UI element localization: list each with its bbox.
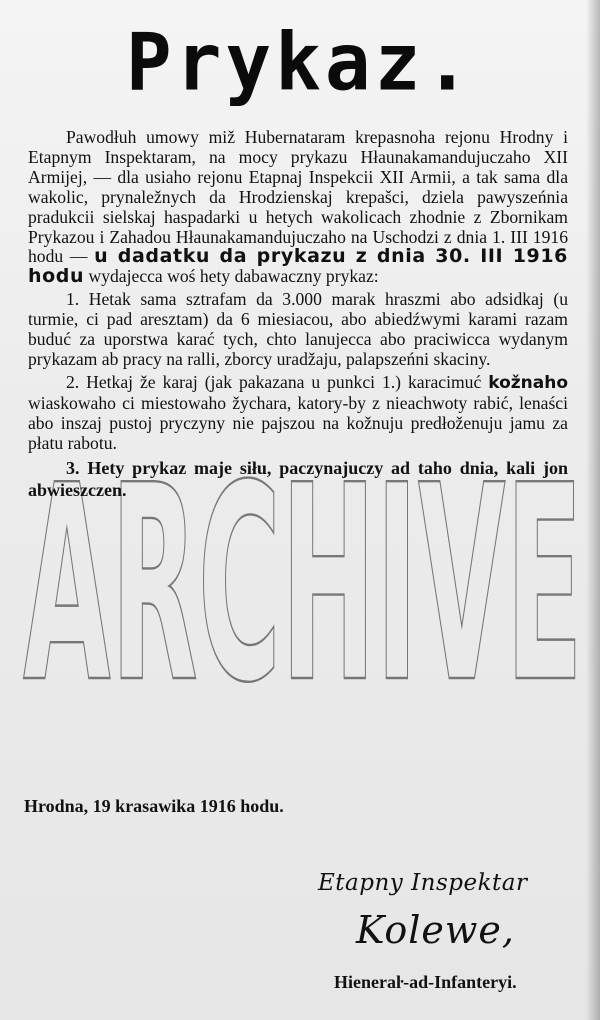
intro-bold-text: u dadatku da prykazu z dnia 30. III 1916 hodu (28, 245, 569, 288)
document-body (28, 128, 568, 501)
signature-name: Kolewe, (356, 908, 515, 952)
intro-paragraph (28, 128, 568, 287)
signature-rank: Hieneraŀ-ad-Infanteryi. (334, 972, 517, 992)
page-shadow-edge (586, 0, 600, 1020)
intro-text: Pawodłuh umowy miž Hubernataram krepasnoha rejonu Hrodny i Etapnym Inspektaram, na mocy prykazu Hłaunakamandujuczaho XII Armijej, — dla usiaho rejonu Etapnaj Inspekcii XII Armii, a tak sama dla wakolic, prynaležnych da Hrodzienskaj krepašci, dziela pawyszeńnia pradukcii sielskaj haspadarki u hetych wakolicach zhodnie z Zbornikam Prykazou i Zahadou Hłaunakamandujuczaho na Uschodzi z dnia 1. III 1916 hodu — (28, 127, 568, 267)
point-3-paragraph: 3. Hety prykaz maje siłu, paczynajuczy ad taho dnia, kali jon abwieszczen. (28, 457, 568, 500)
watermark-text: ARCHIVE (23, 427, 583, 698)
point-2-text-start: 2. Hetkaj že karaj (jak pakazana u punkci 1.) karacimuć (66, 371, 489, 392)
point-1-paragraph: 1. Hetak sama sztrafam da 3.000 marak hraszmi abo adsidkaj (u turmie, ci pad aresztam) da 6 miesiacou, abo abiedźwymi karami razam buduć za uporstwa karać tych, chto lanujecca abo praciwicca wydanym prykazam ab pracy na ralli, zborcy uradžaju, palapszeńni skaciny. (28, 289, 568, 369)
point-2-text-end: wiaskowaho ci miestowaho žychara, katory-by z nieachwoty rabić, lenaści abo inszaj pustoj pryczyny nie pajszou na kožnuju predłoženuju jamu za płatu rabotu. (28, 392, 568, 453)
point-2-bold-word: kožnaho (488, 372, 568, 393)
signature-role: Etapny Inspektar (318, 870, 528, 896)
place-and-date: Hrodna, 19 krasawika 1916 hodu. (24, 796, 284, 816)
intro-tail-text: wydajecca woś hety dabawaczny prykaz: (84, 266, 379, 287)
point-2-paragraph (28, 373, 568, 454)
document-title: Prykaz. (125, 14, 475, 109)
